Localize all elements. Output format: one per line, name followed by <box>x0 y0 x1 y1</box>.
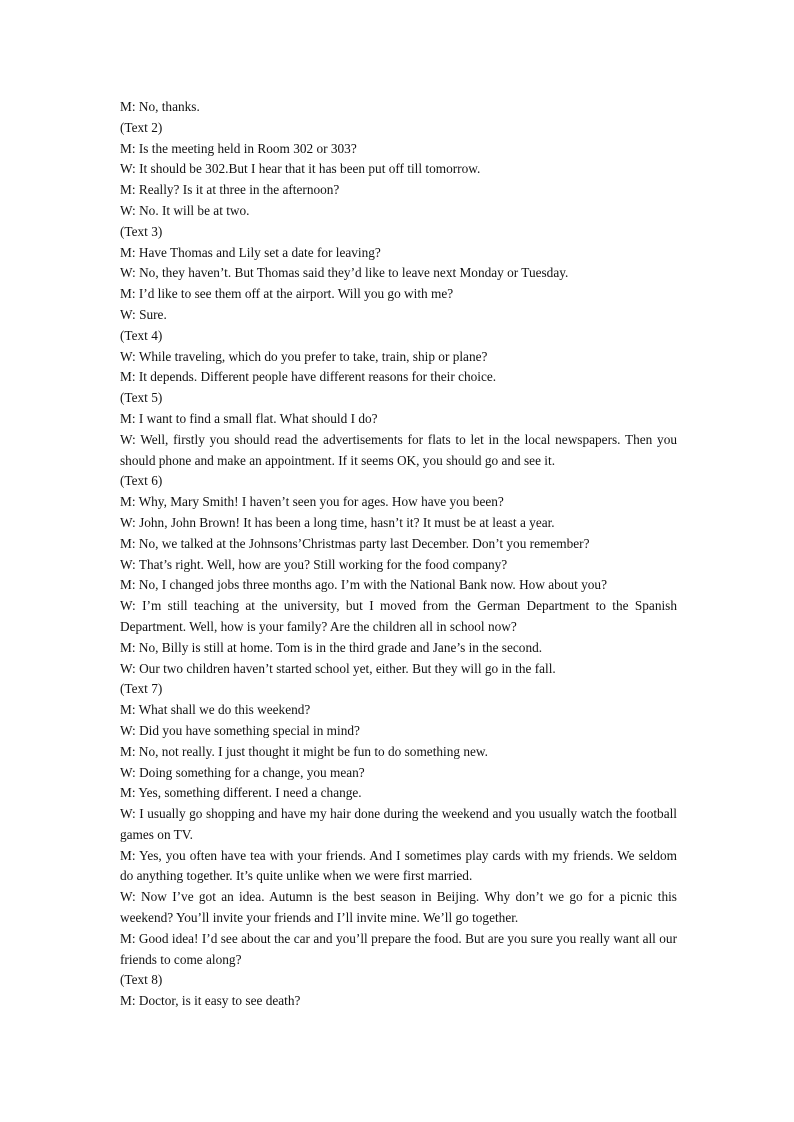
transcript-line: M: I’d like to see them off at the airport. Will you go with me? <box>120 286 454 302</box>
transcript-line: M: No, Billy is still at home. Tom is in the third grade and Jane’s in the second. <box>120 639 543 655</box>
transcript-line: M: What shall we do this weekend? <box>120 702 311 718</box>
transcript-line: M: Have Thomas and Lily set a date for leaving? <box>120 244 381 260</box>
transcript-line: W: Well, firstly you should read the advertisements for flats to let in the local newspapers. Then you should phone and make an appointment. If it seems OK, you should go and see it. <box>120 431 677 468</box>
transcript-line: W: Did you have something special in mind? <box>120 722 360 738</box>
section-heading: (Text 8) <box>120 972 163 988</box>
transcript-line: M: Is the meeting held in Room 302 or 303? <box>120 140 357 156</box>
transcript-line: M: It depends. Different people have different reasons for their choice. <box>120 369 497 385</box>
transcript-line: W: No, they haven’t. But Thomas said they’d like to leave next Monday or Tuesday. <box>120 265 569 281</box>
transcript-line: M: Really? Is it at three in the afternoon? <box>120 182 340 198</box>
transcript-line: M: Good idea! I’d see about the car and you’ll prepare the food. But are you sure you really want all our friends to come along? <box>120 930 677 967</box>
transcript-line: W: Now I’ve got an idea. Autumn is the best season in Beijing. Why don’t we go for a picnic this weekend? You’ll invite your friends and I’ll invite mine. We’ll go together. <box>120 889 677 926</box>
section-heading: (Text 4) <box>120 327 163 343</box>
transcript-line: M: I want to find a small flat. What should I do? <box>120 410 378 426</box>
transcript-line: W: Doing something for a change, you mean? <box>120 764 365 780</box>
section-heading: (Text 3) <box>120 223 163 239</box>
section-heading: (Text 2) <box>120 119 163 135</box>
transcript-line: M: Yes, you often have tea with your friends. And I sometimes play cards with my friends. We seldom do anything together. It’s quite unlike when we were first married. <box>120 847 677 884</box>
transcript-line: M: No, thanks. <box>120 99 200 114</box>
transcript-line: W: I usually go shopping and have my hair done during the weekend and you usually watch the football games on TV. <box>120 806 677 842</box>
transcript-line: W: While traveling, which do you prefer to take, train, ship or plane? <box>120 348 488 364</box>
transcript-line: M: Yes, something different. I need a change. <box>120 785 362 801</box>
section-heading: (Text 6) <box>120 473 163 489</box>
transcript-line: W: I’m still teaching at the university, but I moved from the German Department to the Spanish Department. Well, how is your family? Are the children all in school now? <box>120 598 677 634</box>
transcript-line: W: That’s right. Well, how are you? Still working for the food company? <box>120 556 508 572</box>
transcript-line: W: Our two children haven’t started school yet, either. But they will go in the fall. <box>120 660 556 676</box>
transcript-line: M: No, not really. I just thought it might be fun to do something new. <box>120 743 488 759</box>
section-heading: (Text 7) <box>120 681 163 697</box>
transcript-line: W: It should be 302.But I hear that it has been put off till tomorrow. <box>120 161 481 177</box>
document-page <box>120 97 677 1012</box>
transcript-line: W: John, John Brown! It has been a long time, hasn’t it? It must be at least a year. <box>120 514 555 530</box>
transcript-line: M: Doctor, is it easy to see death? <box>120 993 301 1009</box>
transcript-line: M: No, we talked at the Johnsons’Christmas party last December. Don’t you remember? <box>120 535 590 551</box>
transcript-line: W: Sure. <box>120 306 167 322</box>
transcript-line: M: No, I changed jobs three months ago. I’m with the National Bank now. How about you? <box>120 577 607 593</box>
transcript-line: M: Why, Mary Smith! I haven’t seen you for ages. How have you been? <box>120 494 504 510</box>
transcript-line: W: No. It will be at two. <box>120 202 250 218</box>
section-heading: (Text 5) <box>120 390 163 406</box>
